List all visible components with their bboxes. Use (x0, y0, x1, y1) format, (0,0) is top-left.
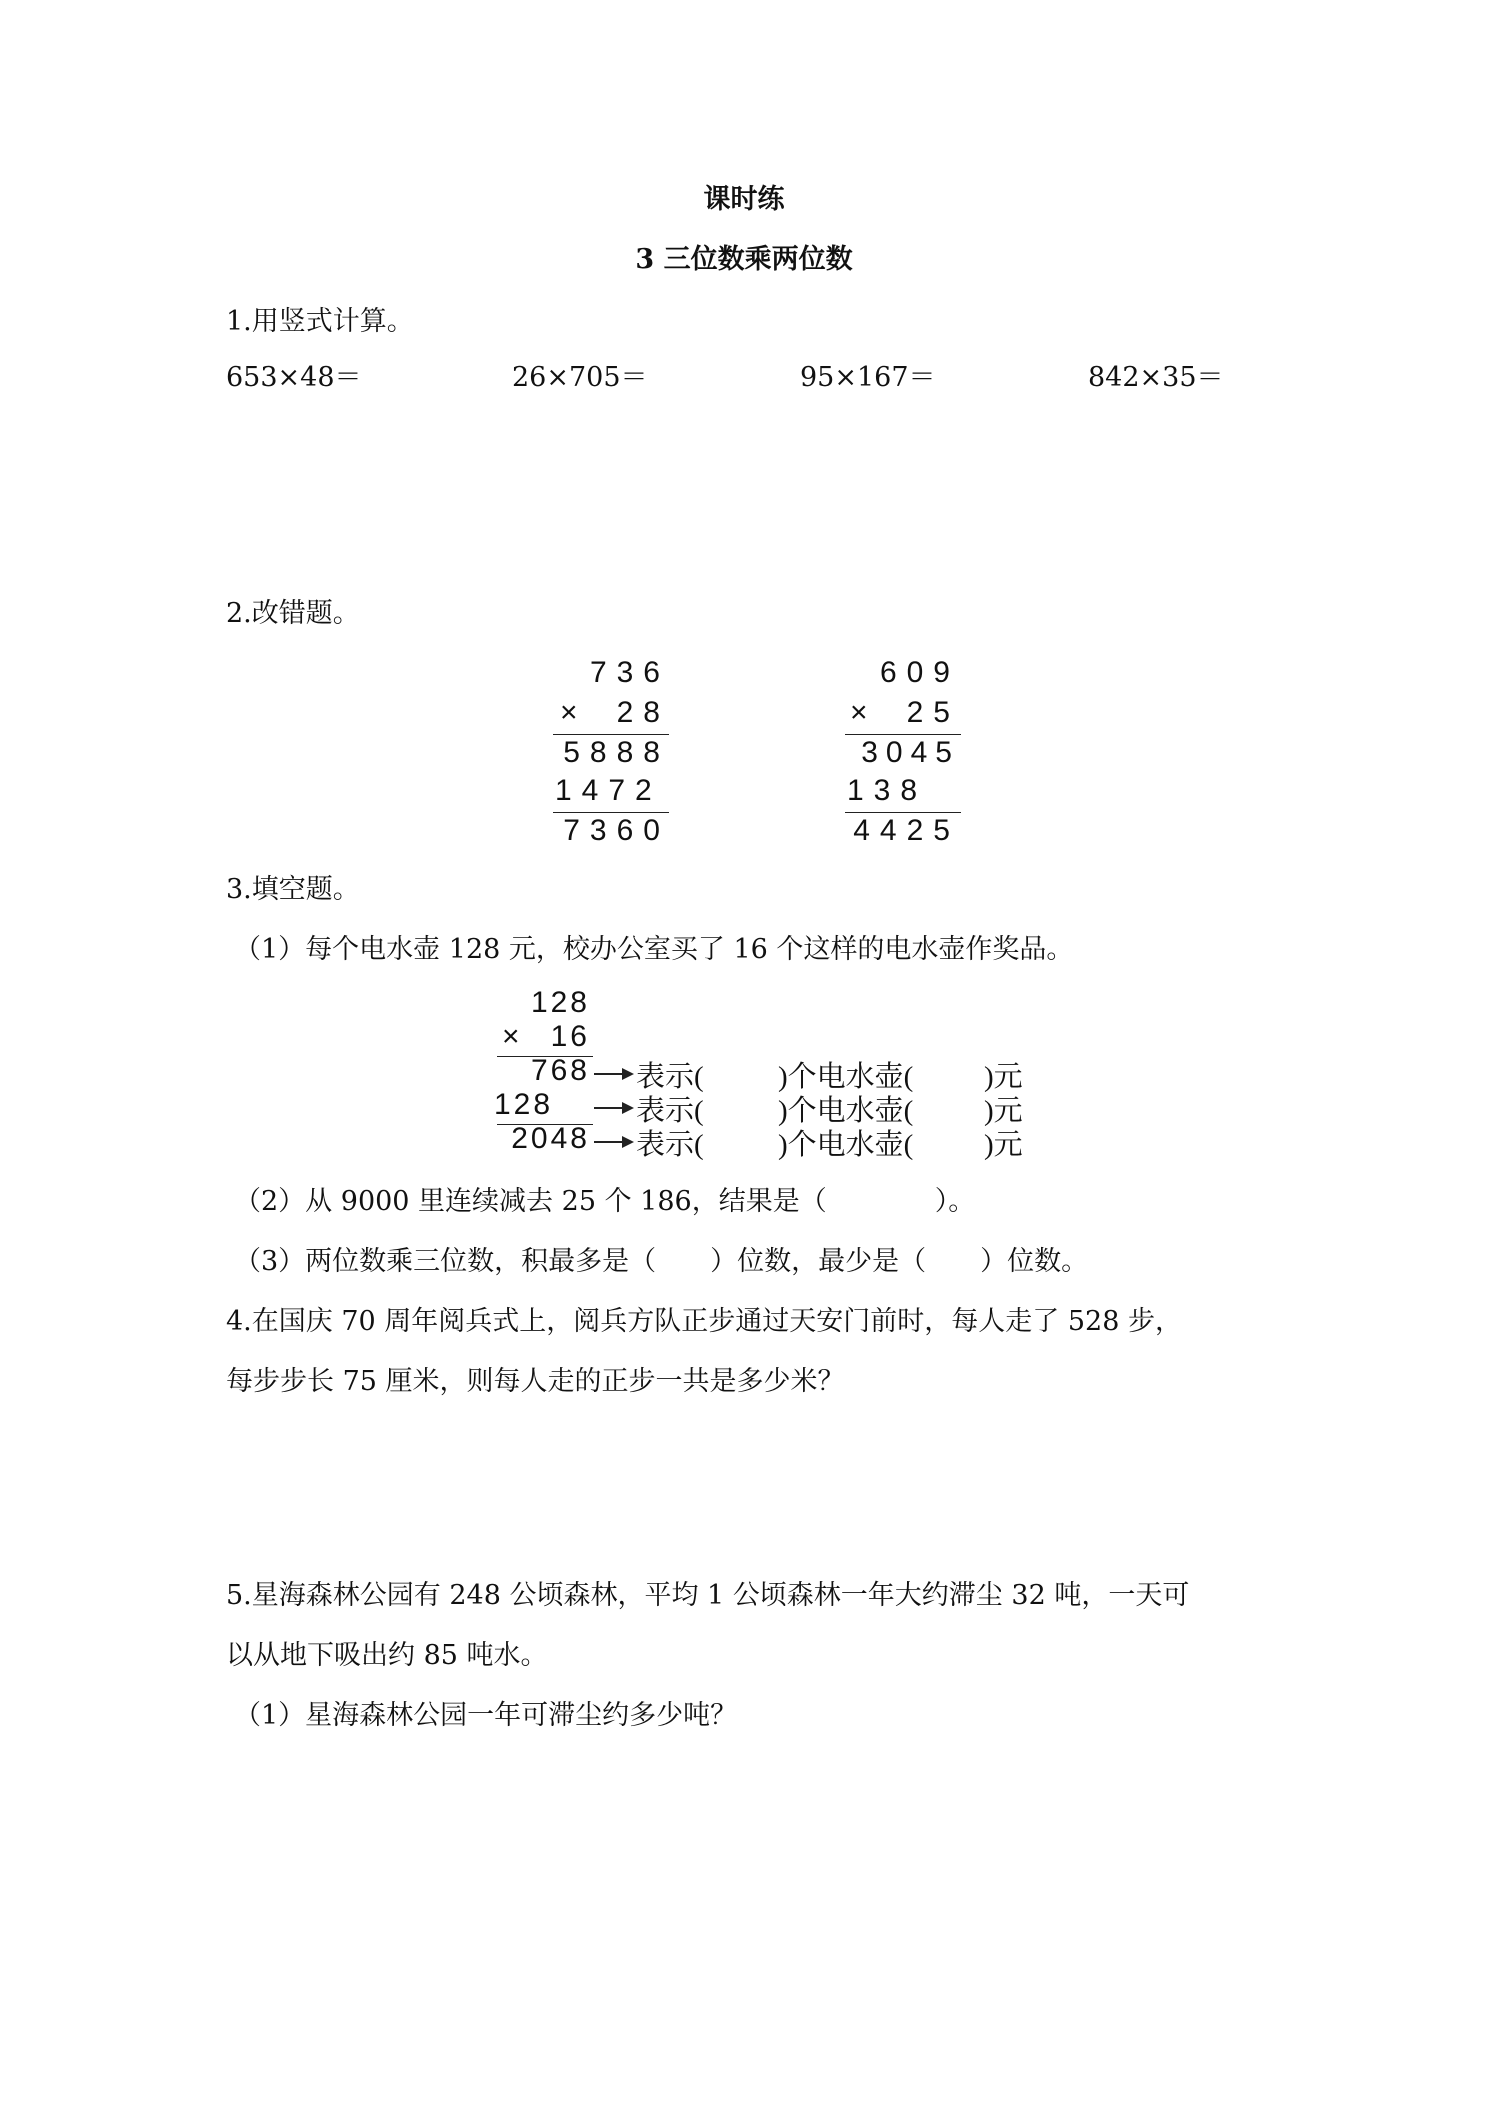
calc-a-multiplicand: 736 (589, 656, 670, 689)
row-3-part-1: 表示( (636, 1129, 704, 1161)
arrow-2-icon (622, 1102, 634, 1114)
arrow-1-icon (622, 1068, 634, 1080)
calc-a-rule-1 (553, 734, 669, 735)
lesson-subtitle: 3 三位数乘两位数 (635, 244, 853, 275)
q3-item-3: （3）两位数乘三位数，积最多是（ ）位数，最少是（ ）位数。 (234, 1246, 1089, 1277)
worksheet-title: 课时练 (703, 184, 785, 215)
q3-heading: 3.填空题。 (226, 874, 360, 905)
q1-heading: 1.用竖式计算。 (226, 306, 414, 337)
q3-item-1: （1）每个电水壶 128 元，校办公室买了 16 个这样的电水壶作奖品。 (234, 934, 1074, 965)
calc-b-multiplier: 25 (906, 696, 960, 729)
q1-problem-2: 26×705＝ (512, 362, 648, 393)
q3-calc-times-sign: × (502, 1020, 523, 1053)
q3-calc-partial-2: 128 (494, 1088, 554, 1121)
row-2-part-3: )元 (984, 1095, 1023, 1127)
calc-a-rule-2 (553, 812, 669, 813)
calc-b-partial-2: 138 (847, 774, 928, 807)
row-3-part-2: )个电水壶( (778, 1129, 914, 1161)
row-3-part-3: )元 (984, 1129, 1023, 1161)
arrow-2-line (594, 1107, 624, 1109)
calc-a-times-sign: × (560, 696, 588, 729)
q4-line-2: 每步步长 75 厘米，则每人走的正步一共是多少米？ (226, 1366, 845, 1397)
row-1-part-1: 表示( (636, 1061, 704, 1093)
calc-b-rule-1 (845, 734, 961, 735)
row-1-part-2: )个电水壶( (778, 1061, 914, 1093)
calc-b-multiplicand: 609 (879, 656, 960, 689)
arrow-3-line (594, 1141, 624, 1143)
calc-a-multiplier: 28 (616, 696, 670, 729)
q3-calc-multiplicand: 128 (530, 986, 590, 1019)
q3-calc-product: 2048 (511, 1122, 590, 1155)
calc-b-partial-1: 3045 (861, 736, 960, 769)
row-2-part-1: 表示( (636, 1095, 704, 1127)
q1-problem-3: 95×167＝ (800, 362, 936, 393)
calc-b-rule-2 (845, 812, 961, 813)
calc-a-partial-2: 1472 (555, 774, 662, 807)
q5-line-2: 以从地下吸出约 85 吨水。 (226, 1640, 548, 1671)
q2-heading: 2.改错题。 (226, 598, 360, 629)
arrow-3-icon (622, 1136, 634, 1148)
q1-problem-1: 653×48＝ (226, 362, 362, 393)
q3-item-2: （2）从 9000 里连续减去 25 个 186，结果是（ ）。 (234, 1186, 976, 1217)
q3-calc-partial-1: 768 (530, 1054, 590, 1087)
q5-line-1: 5.星海森林公园有 248 公顷森林，平均 1 公顷森林一年大约滞尘 32 吨，一天可 (226, 1580, 1190, 1611)
q1-problem-4: 842×35＝ (1088, 362, 1224, 393)
q3-calc-multiplier: 16 (550, 1020, 590, 1053)
calc-b-product: 4425 (853, 814, 960, 847)
q5-item-1: （1）星海森林公园一年可滞尘约多少吨？ (234, 1700, 738, 1731)
q4-line-1: 4.在国庆 70 周年阅兵式上，阅兵方队正步通过天安门前时，每人走了 528 步， (226, 1306, 1182, 1337)
calc-a-product: 7360 (563, 814, 670, 847)
calc-b-times-sign: × (850, 696, 878, 729)
arrow-1-line (594, 1073, 624, 1075)
calc-a-partial-1: 5888 (563, 736, 670, 769)
row-2-part-2: )个电水壶( (778, 1095, 914, 1127)
row-1-part-3: )元 (984, 1061, 1023, 1093)
